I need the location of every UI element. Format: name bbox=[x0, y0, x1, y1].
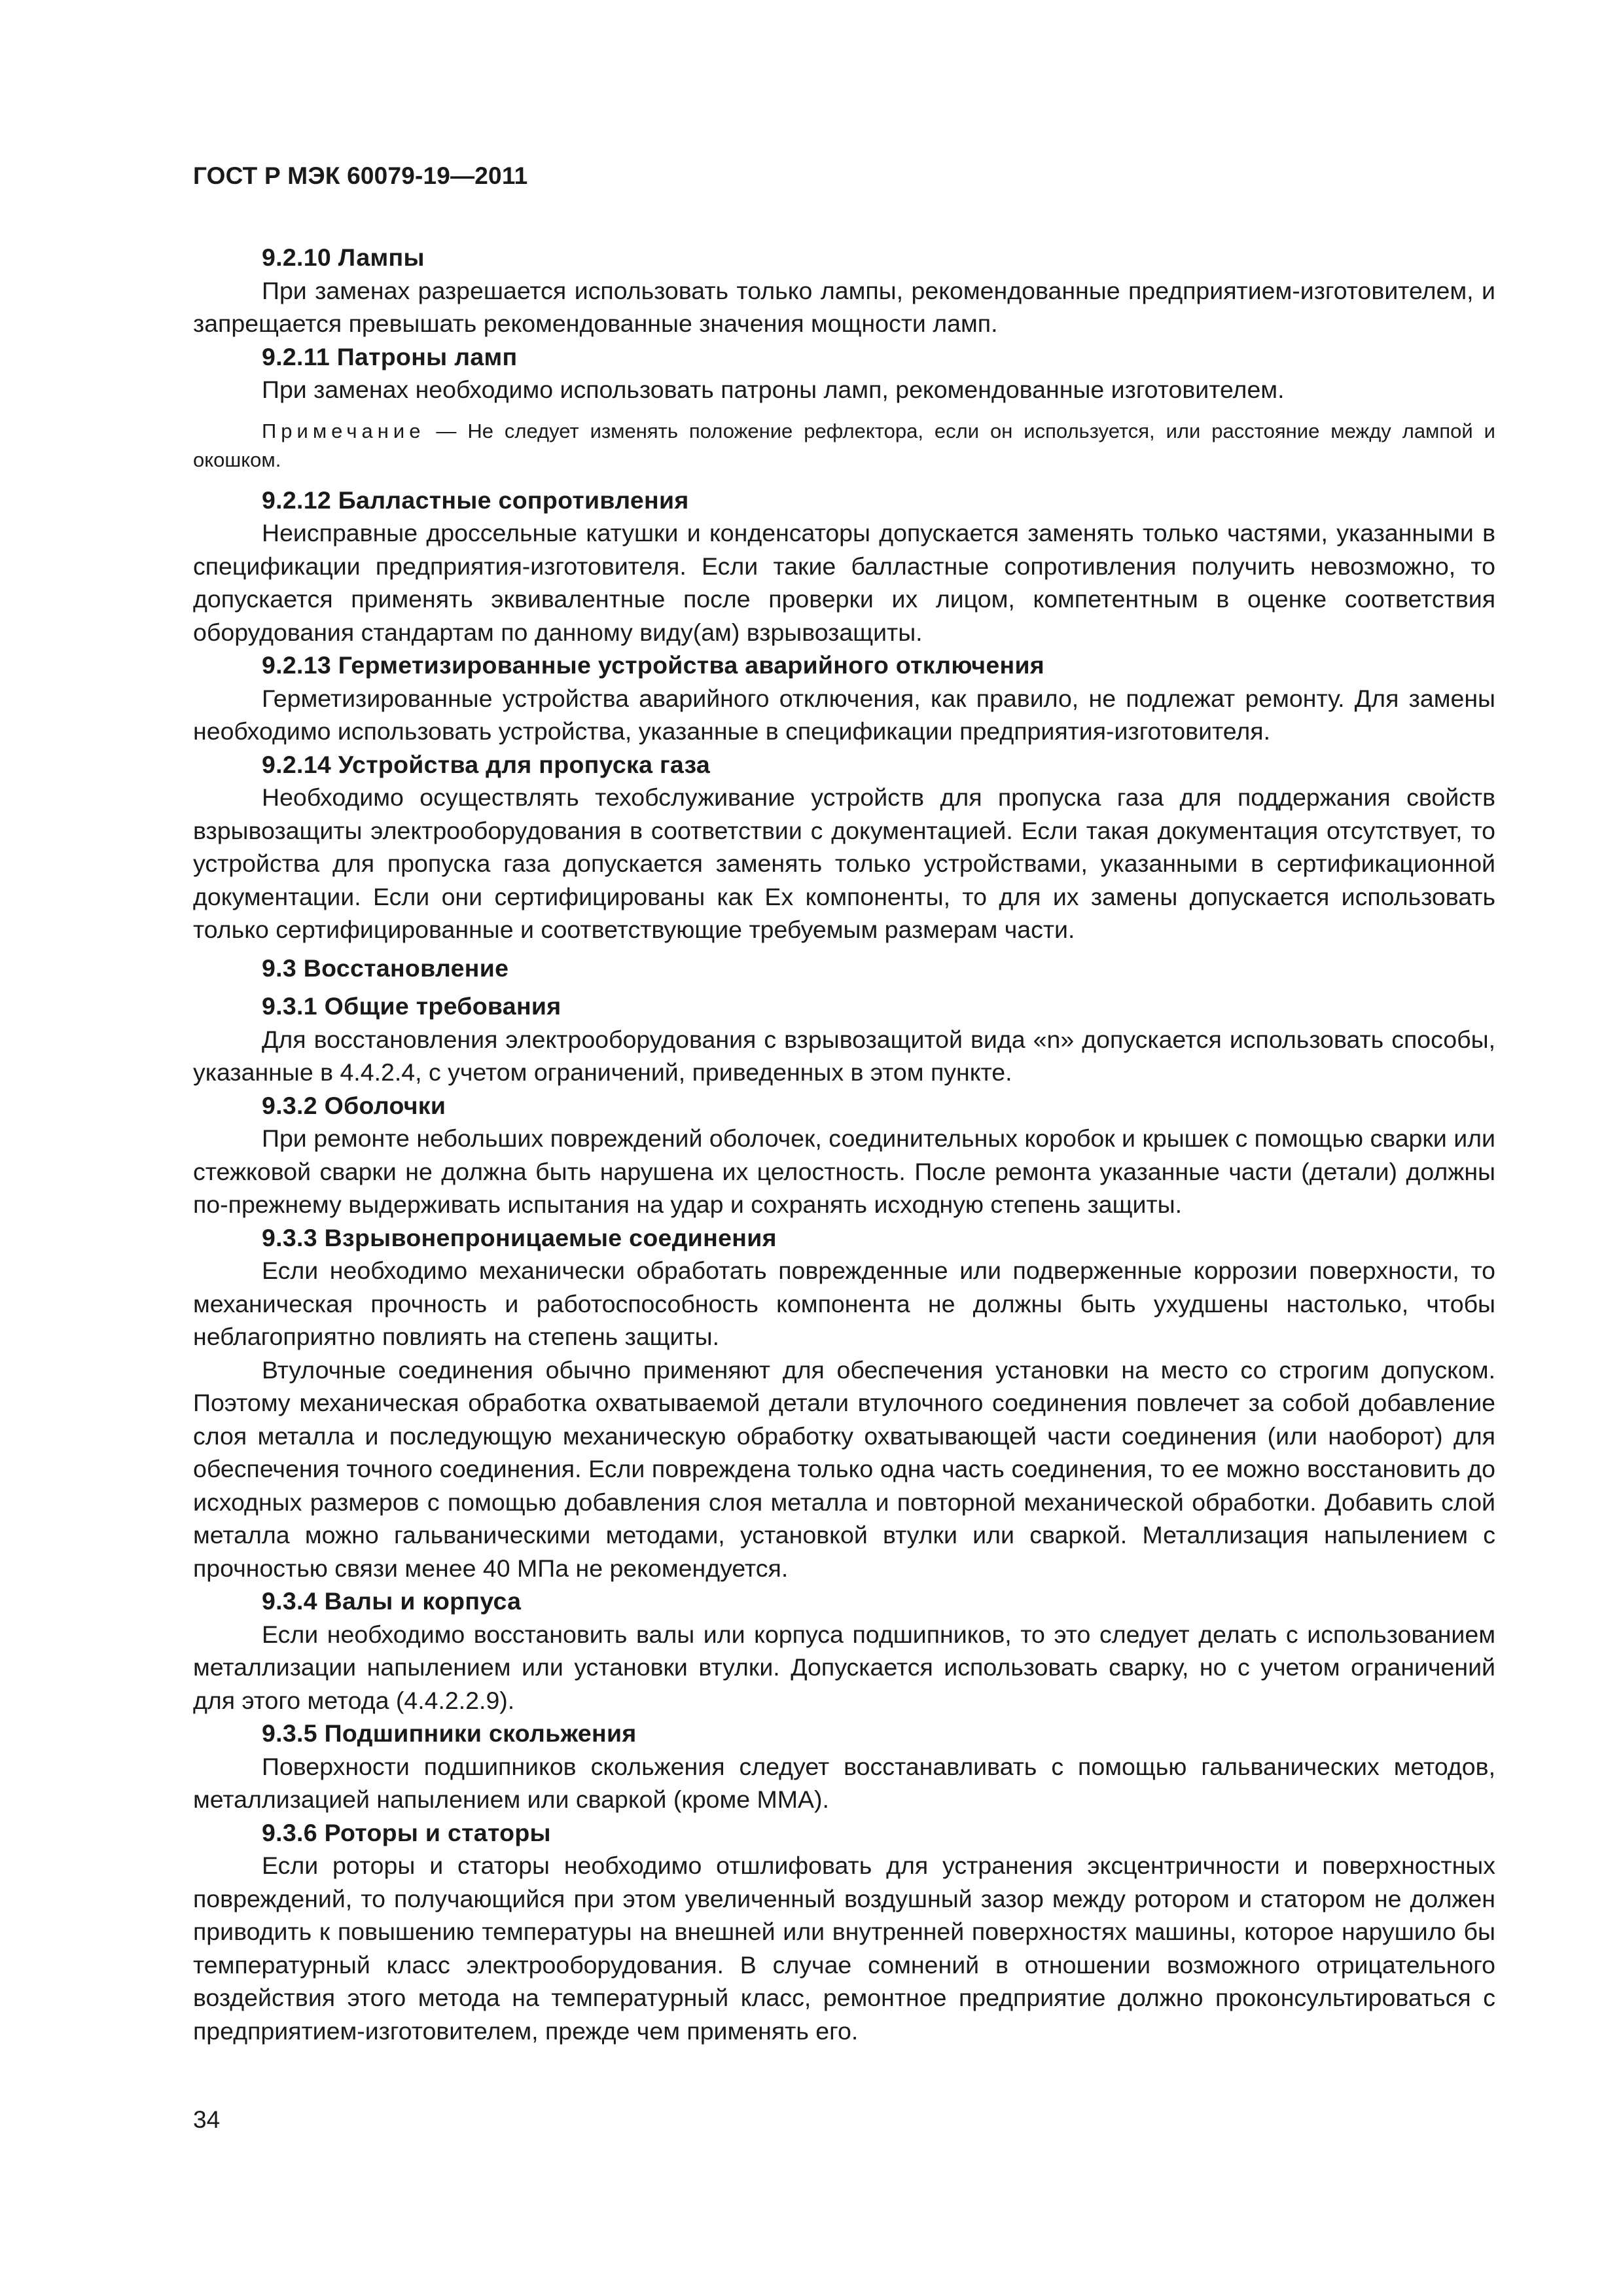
section-heading: 9.3.4 Валы и корпуса bbox=[262, 1587, 522, 1615]
note-label: Примечание bbox=[262, 419, 425, 442]
section-heading: 9.3.6 Роторы и статоры bbox=[262, 1818, 551, 1846]
section-heading: 9.3.3 Взрывонепроницаемые соединения bbox=[262, 1223, 777, 1251]
section-heading: 9.2.10 Лампы bbox=[262, 243, 425, 271]
paragraph: При заменах разрешается использовать только лампы, рекомендованные предприятием-изготовителем, и запрещается превышать рекомендованные значения мощности ламп. bbox=[193, 276, 1495, 337]
section-heading: 9.2.13 Герметизированные устройства аварийного отключения bbox=[262, 651, 1044, 679]
note-text: — Не следует изменять положение рефлектора, если он используется, или расстояние между лампой и окошком. bbox=[193, 419, 1495, 471]
paragraph: Если необходимо механически обработать поврежденные или подверженные коррозии поверхности, то механическая прочность и работоспособность компонента не должны быть ухудшены настолько, чтобы неблагоприятно повлиять на степень защиты. bbox=[193, 1257, 1495, 1350]
note bbox=[193, 417, 1495, 475]
section-heading: 9.3.2 Оболочки bbox=[262, 1091, 446, 1119]
document-body bbox=[193, 236, 1495, 2047]
paragraph: Герметизированные устройства аварийного отключения, как правило, не подлежат ремонту. Для замены необходимо использовать устройства, указанные в спецификации предприятия-изготовителя. bbox=[193, 684, 1495, 745]
paragraph: Если необходимо восстановить валы или корпуса подшипников, то это следует делать с использованием металлизации напылением или установки втулки. Допускается использовать сварку, но с учетом ограничений для этого метода (4.4.2.2.9). bbox=[193, 1620, 1495, 1714]
document-header: ГОСТ Р МЭК 60079-19—2011 bbox=[193, 162, 528, 189]
paragraph: Для восстановления электрооборудования с взрывозащитой вида «n» допускается использовать способы, указанные в 4.4.2.4, с учетом ограничений, приведенных в этом пункте. bbox=[193, 1025, 1495, 1086]
page-number: 34 bbox=[193, 2106, 221, 2133]
section-heading: 9.2.11 Патроны ламп bbox=[262, 342, 518, 370]
paragraph: Если роторы и статоры необходимо отшлифовать для устранения эксцентричности и поверхностных повреждений, то получающийся при этом увеличенный воздушный зазор между ротором и статором не должен приводить к повышению температуры на внешней или внутренней поверхностях машины, которое нарушило бы температурный класс электрооборудования. В случае сомнений в отношении возможного отрицательного воздействия этого метода на температурный класс, ремонтное предприятие должно проконсультироваться с предприятием-изготовителем, прежде чем применять его. bbox=[193, 1852, 1495, 2045]
paragraph: Поверхности подшипников скольжения следует восстанавливать с помощью гальванических методов, металлизацией напылением или сваркой (кроме ММА). bbox=[193, 1752, 1495, 1813]
paragraph: Втулочные соединения обычно применяют для обеспечения установки на место со строгим допуском. Поэтому механическая обработка охватываемой детали втулочного соединения повлечет за собой добавление слоя металла и последующую механическую обработку охватывающей части соединения (или наоборот) для обеспечения точного соединения. Если повреждена только одна часть соединения, то ее можно восстановить до исходных размеров с помощью добавления слоя металла и повторной механической обработки. Добавить слой металла можно гальваническими методами, установкой втулки или сваркой. Металлизация напылением с прочностью связи менее 40 МПа не рекомендуется. bbox=[193, 1355, 1495, 1582]
paragraph: При ремонте небольших повреждений оболочек, соединительных коробок и крышек с помощью сварки или стежковой сварки не должна быть нарушена их целостность. После ремонта указанные части (детали) должны по-прежнему выдерживать испытания на удар и сохранять исходную степень защиты. bbox=[193, 1124, 1495, 1218]
paragraph: При заменах необходимо использовать патроны ламп, рекомендованные изготовителем. bbox=[262, 376, 1285, 403]
section-heading: 9.3 Восстановление bbox=[262, 954, 509, 982]
paragraph: Необходимо осуществлять техобслуживание устройств для пропуска газа для поддержания свойств взрывозащиты электрооборудования в соответствии с документацией. Если такая документация отсутствует, то устройства для пропуска газа допускается заменять только устройствами, указанными в сертификационной документации. Если они сертифицированы как Ex компоненты, то для их замены допускается использовать только сертифицированные и соответствующие требуемым размерам части. bbox=[193, 783, 1495, 943]
section-heading: 9.2.12 Балластные сопротивления bbox=[262, 486, 689, 514]
paragraph: Неисправные дроссельные катушки и конденсаторы допускается заменять только частями, указанными в спецификации предприятия-изготовителя. Если такие балластные сопротивления получить невозможно, то допускается применять эквивалентные после проверки их лицом, компетентным в оценке соответствия оборудования стандартам по данному виду(ам) взрывозащиты. bbox=[193, 519, 1495, 646]
section-heading: 9.2.14 Устройства для пропуска газа bbox=[262, 750, 711, 778]
section-heading: 9.3.5 Подшипники скольжения bbox=[262, 1719, 637, 1747]
section-heading: 9.3.1 Общие требования bbox=[262, 992, 562, 1020]
